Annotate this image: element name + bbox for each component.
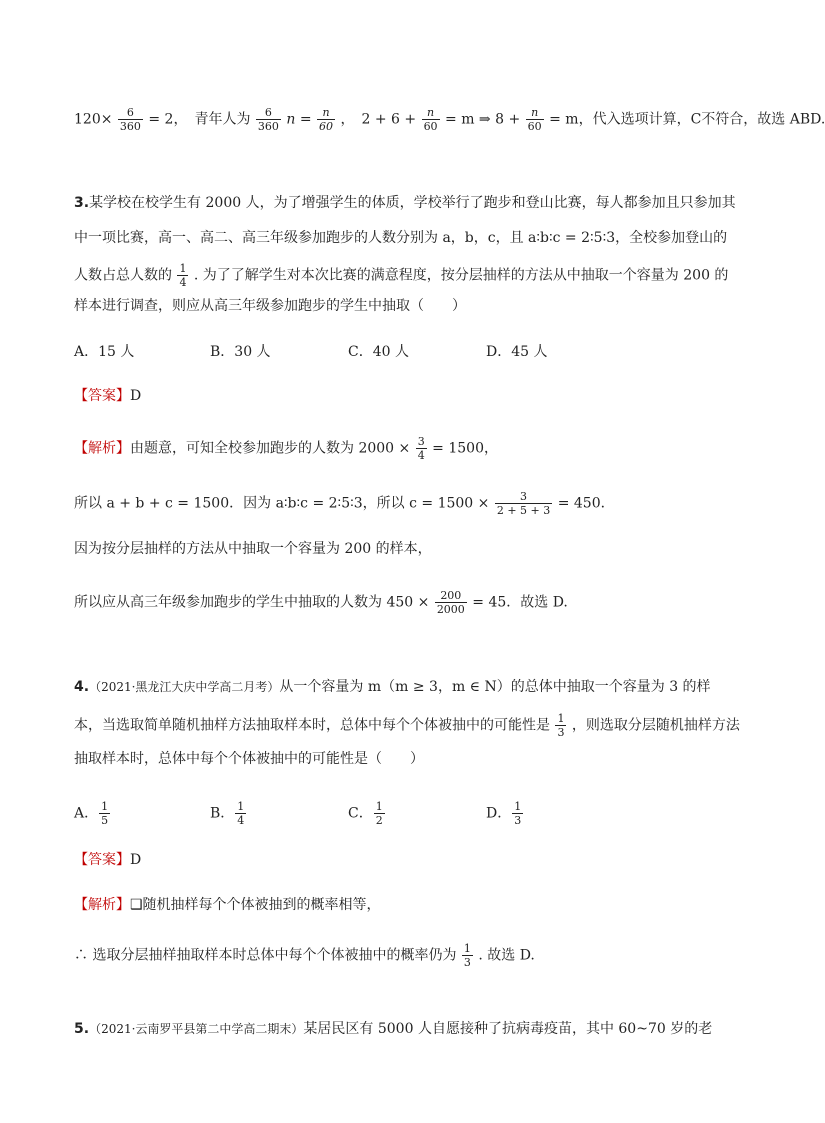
question-number: 4. bbox=[74, 679, 90, 695]
q3-line4: 样本进行调查，则应从高三年级参加跑步的学生中抽取（ ） bbox=[74, 298, 466, 314]
q3-analysis-2: 所以 a + b + c = 1500．因为 a∶b∶c = 2∶5∶3，所以 c = 1500 × $\frac{3}{2 + 5 + 3}$ = 450． bbox=[74, 490, 615, 517]
fraction: $\frac{3}{2 + 5 + 3}$ bbox=[496, 490, 551, 517]
answer-tag: 【答案】 bbox=[74, 852, 130, 868]
question-number: 3. bbox=[74, 195, 90, 211]
fraction: $\frac{n}{60}$ bbox=[319, 106, 334, 133]
q3-analysis-3: 因为按分层抽样的方法从中抽取一个容量为 200 的样本， bbox=[74, 541, 432, 557]
option-a: A．15 人 bbox=[74, 344, 135, 360]
q4-line1: 4.（2021·黑龙江大庆中学高二月考）从一个容量为 m（m ≥ 3，m ∈ N）的总体中抽取一个容量为 3 的样 bbox=[74, 679, 711, 695]
top-formula-line: 120× $\frac{6}{360}$ = 2， 青年人为 $\frac{6}{360}$ n = $\frac{n}{60}$ ， 2 + 6 + $\frac{n}{60}$ = m ⇒ 8 + $\frac{n}{60}$ = m，代入选项计算，C不符合，故选 ABD. bbox=[74, 106, 825, 133]
option-b: B．30 人 bbox=[210, 344, 271, 360]
answer-tag: 【答案】 bbox=[74, 388, 130, 404]
fraction: $\frac{3}{4}$ bbox=[417, 435, 425, 462]
q3-analysis-4: 所以应从高三年级参加跑步的学生中抽取的人数为 450 × $\frac{200}{2000}$ = 45．故选 D. bbox=[74, 589, 568, 616]
option-c: C． $\frac{1}{2}$ bbox=[348, 800, 383, 827]
fraction: $\frac{200}{2000}$ bbox=[436, 589, 465, 616]
fraction: $\frac{6}{360}$ bbox=[119, 106, 141, 133]
q3-analysis-1: 【解析】由题意，可知全校参加跑步的人数为 2000 × $\frac{3}{4}$ = 1500， bbox=[74, 435, 498, 462]
option-c: C．40 人 bbox=[348, 344, 409, 360]
question-source: （2021·云南罗平县第二中学高二期末） bbox=[89, 1022, 304, 1036]
q4-line2: 本，当选取简单随机抽样方法抽取样本时，总体中每个个体被抽中的可能性是 $\frac{1}{3}$ ，则选取分层随机抽样方法 bbox=[74, 712, 740, 739]
q4-answer: 【答案】D bbox=[74, 852, 142, 868]
fraction: $\frac{n}{60}$ bbox=[527, 106, 542, 133]
fraction: $\frac{1}{3}$ bbox=[557, 712, 565, 739]
question-number: 5. bbox=[74, 1021, 90, 1037]
analysis-tag: 【解析】 bbox=[74, 440, 130, 457]
option-a: A． $\frac{1}{5}$ bbox=[74, 800, 109, 827]
fraction: $\frac{n}{60}$ bbox=[423, 106, 438, 133]
q4-analysis-1: 【解析】❑随机抽样每个个体被抽到的概率相等， bbox=[74, 897, 381, 913]
fraction: $\frac{1}{4}$ bbox=[179, 262, 187, 289]
option-d: D．45 人 bbox=[486, 344, 548, 360]
option-d: D． $\frac{1}{3}$ bbox=[486, 800, 522, 827]
fraction: $\frac{6}{360}$ bbox=[257, 106, 279, 133]
q5-line1: 5.（2021·云南罗平县第二中学高二期末）某居民区有 5000 人自愿接种了抗病毒疫苗，其中 60~70 岁的老 bbox=[74, 1021, 713, 1037]
q4-line3: 抽取样本时，总体中每个个体被抽中的可能性是（ ） bbox=[74, 751, 424, 767]
analysis-tag: 【解析】 bbox=[74, 897, 130, 913]
q3-line2: 中一项比赛，高一、高二、高三年级参加跑步的人数分别为 a，b，c，且 a∶b∶c = 2∶5∶3，全校参加登山的 bbox=[74, 230, 728, 246]
q3-line3: 人数占总人数的 $\frac{1}{4}$ . 为了了解学生对本次比赛的满意程度，按分层抽样的方法从中抽取一个容量为 200 的 bbox=[74, 262, 729, 289]
q4-analysis-2: ∴ 选取分层抽样抽取样本时总体中每个个体被抽中的概率仍为 $\frac{1}{3}$ . 故选 D. bbox=[74, 942, 535, 969]
fraction: $\frac{1}{3}$ bbox=[463, 942, 471, 969]
q3-answer: 【答案】D bbox=[74, 388, 142, 404]
question-source: （2021·黑龙江大庆中学高二月考） bbox=[89, 680, 280, 694]
q3-line1: 3.某学校在校学生有 2000 人，为了增强学生的体质，学校举行了跑步和登山比赛，每人都参加且只参加其 bbox=[74, 195, 736, 211]
option-b: B． $\frac{1}{4}$ bbox=[210, 800, 245, 827]
